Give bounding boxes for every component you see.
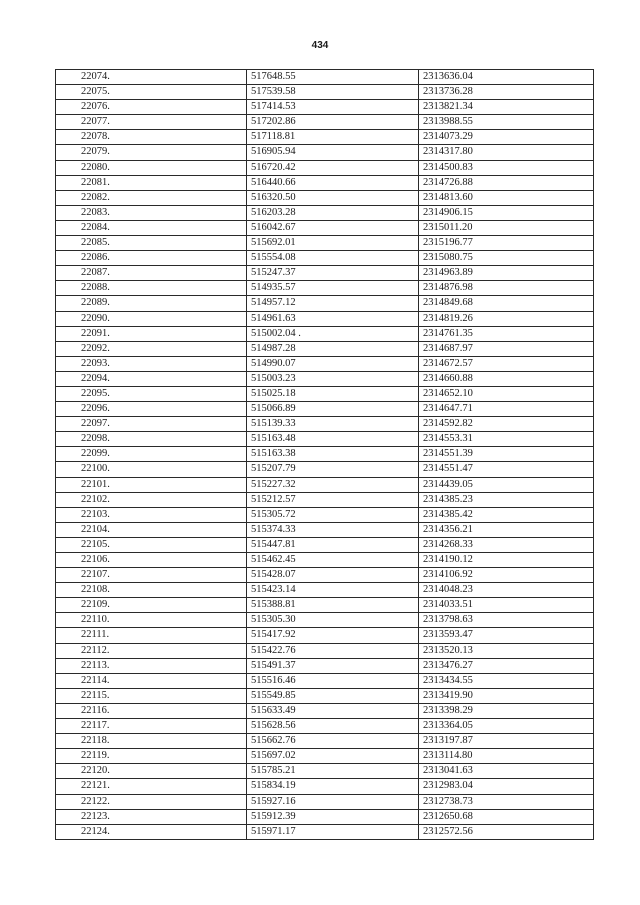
table-row — [56, 809, 594, 824]
x-coordinate-cell: 515554.08 — [247, 251, 419, 266]
point-id-cell: 22078. — [56, 130, 247, 145]
table-row — [56, 70, 594, 85]
table-row — [56, 462, 594, 477]
y-coordinate-cell: 2314761.35 — [419, 326, 594, 341]
y-coordinate-cell: 2314813.60 — [419, 190, 594, 205]
table-row — [56, 326, 594, 341]
table-row — [56, 673, 594, 688]
y-coordinate-cell: 2313520.13 — [419, 643, 594, 658]
table-row — [56, 386, 594, 401]
point-id-cell: 22090. — [56, 311, 247, 326]
table-row — [56, 175, 594, 190]
point-id-cell: 22097. — [56, 417, 247, 432]
table-row — [56, 749, 594, 764]
point-id-cell: 22116. — [56, 703, 247, 718]
table-row — [56, 794, 594, 809]
table-row — [56, 145, 594, 160]
table-row — [56, 703, 594, 718]
point-id-cell: 22101. — [56, 477, 247, 492]
x-coordinate-cell: 515227.32 — [247, 477, 419, 492]
x-coordinate-cell: 515422.76 — [247, 643, 419, 658]
x-coordinate-cell: 517648.55 — [247, 70, 419, 85]
x-coordinate-cell: 515662.76 — [247, 734, 419, 749]
y-coordinate-cell: 2314073.29 — [419, 130, 594, 145]
y-coordinate-cell: 2313197.87 — [419, 734, 594, 749]
x-coordinate-cell: 515247.37 — [247, 266, 419, 281]
point-id-cell: 22123. — [56, 809, 247, 824]
table-row — [56, 568, 594, 583]
x-coordinate-cell: 516203.28 — [247, 205, 419, 220]
y-coordinate-cell: 2314660.88 — [419, 371, 594, 386]
point-id-cell: 22121. — [56, 779, 247, 794]
page-number: 434 — [311, 40, 329, 51]
table-row — [56, 719, 594, 734]
point-id-cell: 22080. — [56, 160, 247, 175]
table-row — [56, 402, 594, 417]
point-id-cell: 22113. — [56, 658, 247, 673]
table-row — [56, 613, 594, 628]
table-row — [56, 734, 594, 749]
point-id-cell: 22088. — [56, 281, 247, 296]
y-coordinate-cell: 2313364.05 — [419, 719, 594, 734]
x-coordinate-cell: 515549.85 — [247, 688, 419, 703]
point-id-cell: 22092. — [56, 341, 247, 356]
point-id-cell: 22105. — [56, 537, 247, 552]
x-coordinate-cell: 515447.81 — [247, 537, 419, 552]
point-id-cell: 22117. — [56, 719, 247, 734]
point-id-cell: 22119. — [56, 749, 247, 764]
y-coordinate-cell: 2314819.26 — [419, 311, 594, 326]
table-row — [56, 130, 594, 145]
x-coordinate-cell: 515971.17 — [247, 824, 419, 839]
x-coordinate-cell: 515305.72 — [247, 507, 419, 522]
y-coordinate-cell: 2314551.39 — [419, 447, 594, 462]
table-row — [56, 205, 594, 220]
x-coordinate-cell: 515002.04 . — [247, 326, 419, 341]
point-id-cell: 22118. — [56, 734, 247, 749]
x-coordinate-cell: 517414.53 — [247, 100, 419, 115]
table-row — [56, 643, 594, 658]
point-id-cell: 22076. — [56, 100, 247, 115]
y-coordinate-cell: 2314672.57 — [419, 356, 594, 371]
table-row — [56, 688, 594, 703]
y-coordinate-cell: 2312572.56 — [419, 824, 594, 839]
point-id-cell: 22081. — [56, 175, 247, 190]
table-row — [56, 251, 594, 266]
table-row — [56, 432, 594, 447]
point-id-cell: 22112. — [56, 643, 247, 658]
table-row — [56, 537, 594, 552]
x-coordinate-cell: 515374.33 — [247, 522, 419, 537]
point-id-cell: 22100. — [56, 462, 247, 477]
y-coordinate-cell: 2314439.05 — [419, 477, 594, 492]
table-row — [56, 281, 594, 296]
point-id-cell: 22115. — [56, 688, 247, 703]
point-id-cell: 22099. — [56, 447, 247, 462]
y-coordinate-cell: 2314876.98 — [419, 281, 594, 296]
table-row — [56, 311, 594, 326]
table-row — [56, 764, 594, 779]
x-coordinate-cell: 515066.89 — [247, 402, 419, 417]
x-coordinate-cell: 514961.63 — [247, 311, 419, 326]
table-row — [56, 598, 594, 613]
table-row — [56, 190, 594, 205]
point-id-cell: 22094. — [56, 371, 247, 386]
table-row — [56, 507, 594, 522]
table-row — [56, 115, 594, 130]
y-coordinate-cell: 2315011.20 — [419, 220, 594, 235]
y-coordinate-cell: 2314647.71 — [419, 402, 594, 417]
point-id-cell: 22077. — [56, 115, 247, 130]
y-coordinate-cell: 2314190.12 — [419, 553, 594, 568]
x-coordinate-cell: 515912.39 — [247, 809, 419, 824]
y-coordinate-cell: 2314592.82 — [419, 417, 594, 432]
x-coordinate-cell: 515927.16 — [247, 794, 419, 809]
point-id-cell: 22086. — [56, 251, 247, 266]
y-coordinate-cell: 2314048.23 — [419, 583, 594, 598]
table-row — [56, 236, 594, 251]
y-coordinate-cell: 2313988.55 — [419, 115, 594, 130]
y-coordinate-cell: 2314687.97 — [419, 341, 594, 356]
x-coordinate-cell: 514987.28 — [247, 341, 419, 356]
point-id-cell: 22122. — [56, 794, 247, 809]
y-coordinate-cell: 2314553.31 — [419, 432, 594, 447]
point-id-cell: 22104. — [56, 522, 247, 537]
table-row — [56, 266, 594, 281]
point-id-cell: 22111. — [56, 628, 247, 643]
point-id-cell: 22098. — [56, 432, 247, 447]
x-coordinate-cell: 515163.38 — [247, 447, 419, 462]
x-coordinate-cell: 517202.86 — [247, 115, 419, 130]
x-coordinate-cell: 514990.07 — [247, 356, 419, 371]
point-id-cell: 22074. — [56, 70, 247, 85]
y-coordinate-cell: 2315196.77 — [419, 236, 594, 251]
table-row — [56, 492, 594, 507]
y-coordinate-cell: 2313419.90 — [419, 688, 594, 703]
table-row — [56, 824, 594, 839]
table-row — [56, 522, 594, 537]
point-id-cell: 22095. — [56, 386, 247, 401]
x-coordinate-cell: 515163.48 — [247, 432, 419, 447]
y-coordinate-cell: 2313821.34 — [419, 100, 594, 115]
x-coordinate-cell: 516440.66 — [247, 175, 419, 190]
x-coordinate-cell: 515516.46 — [247, 673, 419, 688]
x-coordinate-cell: 517539.58 — [247, 85, 419, 100]
x-coordinate-cell: 515692.01 — [247, 236, 419, 251]
coordinates-table — [55, 69, 594, 840]
x-coordinate-cell: 515305.30 — [247, 613, 419, 628]
point-id-cell: 22106. — [56, 553, 247, 568]
point-id-cell: 22085. — [56, 236, 247, 251]
y-coordinate-cell: 2314385.42 — [419, 507, 594, 522]
table-row — [56, 583, 594, 598]
y-coordinate-cell: 2314500.83 — [419, 160, 594, 175]
point-id-cell: 22114. — [56, 673, 247, 688]
point-id-cell: 22091. — [56, 326, 247, 341]
y-coordinate-cell: 2313736.28 — [419, 85, 594, 100]
y-coordinate-cell: 2312738.73 — [419, 794, 594, 809]
point-id-cell: 22079. — [56, 145, 247, 160]
y-coordinate-cell: 2315080.75 — [419, 251, 594, 266]
table-row — [56, 628, 594, 643]
x-coordinate-cell: 517118.81 — [247, 130, 419, 145]
coordinates-table-body — [56, 70, 594, 840]
point-id-cell: 22103. — [56, 507, 247, 522]
y-coordinate-cell: 2312983.04 — [419, 779, 594, 794]
y-coordinate-cell: 2314317.80 — [419, 145, 594, 160]
y-coordinate-cell: 2314849.68 — [419, 296, 594, 311]
y-coordinate-cell: 2313041.63 — [419, 764, 594, 779]
point-id-cell: 22084. — [56, 220, 247, 235]
point-id-cell: 22108. — [56, 583, 247, 598]
x-coordinate-cell: 515462.45 — [247, 553, 419, 568]
y-coordinate-cell: 2314726.88 — [419, 175, 594, 190]
table-row — [56, 371, 594, 386]
table-row — [56, 160, 594, 175]
point-id-cell: 22124. — [56, 824, 247, 839]
x-coordinate-cell: 515417.92 — [247, 628, 419, 643]
x-coordinate-cell: 516320.50 — [247, 190, 419, 205]
point-id-cell: 22102. — [56, 492, 247, 507]
y-coordinate-cell: 2314551.47 — [419, 462, 594, 477]
y-coordinate-cell: 2314268.33 — [419, 537, 594, 552]
y-coordinate-cell: 2314033.51 — [419, 598, 594, 613]
point-id-cell: 22096. — [56, 402, 247, 417]
x-coordinate-cell: 515207.79 — [247, 462, 419, 477]
x-coordinate-cell: 515212.57 — [247, 492, 419, 507]
y-coordinate-cell: 2312650.68 — [419, 809, 594, 824]
point-id-cell: 22083. — [56, 205, 247, 220]
table-row — [56, 553, 594, 568]
point-id-cell: 22110. — [56, 613, 247, 628]
x-coordinate-cell: 515003.23 — [247, 371, 419, 386]
y-coordinate-cell: 2314906.15 — [419, 205, 594, 220]
x-coordinate-cell: 515139.33 — [247, 417, 419, 432]
table-row — [56, 417, 594, 432]
x-coordinate-cell: 515633.49 — [247, 703, 419, 718]
y-coordinate-cell: 2313476.27 — [419, 658, 594, 673]
point-id-cell: 22120. — [56, 764, 247, 779]
x-coordinate-cell: 515491.37 — [247, 658, 419, 673]
y-coordinate-cell: 2314106.92 — [419, 568, 594, 583]
point-id-cell: 22093. — [56, 356, 247, 371]
y-coordinate-cell: 2313636.04 — [419, 70, 594, 85]
y-coordinate-cell: 2314356.21 — [419, 522, 594, 537]
x-coordinate-cell: 514935.57 — [247, 281, 419, 296]
point-id-cell: 22109. — [56, 598, 247, 613]
point-id-cell: 22087. — [56, 266, 247, 281]
x-coordinate-cell: 515423.14 — [247, 583, 419, 598]
table-row — [56, 85, 594, 100]
x-coordinate-cell: 515388.81 — [247, 598, 419, 613]
y-coordinate-cell: 2314652.10 — [419, 386, 594, 401]
table-row — [56, 477, 594, 492]
y-coordinate-cell: 2314963.89 — [419, 266, 594, 281]
table-row — [56, 658, 594, 673]
y-coordinate-cell: 2313398.29 — [419, 703, 594, 718]
x-coordinate-cell: 516042.67 — [247, 220, 419, 235]
table-row — [56, 341, 594, 356]
x-coordinate-cell: 515697.02 — [247, 749, 419, 764]
table-row — [56, 220, 594, 235]
point-id-cell: 22089. — [56, 296, 247, 311]
x-coordinate-cell: 514957.12 — [247, 296, 419, 311]
point-id-cell: 22107. — [56, 568, 247, 583]
point-id-cell: 22075. — [56, 85, 247, 100]
y-coordinate-cell: 2313798.63 — [419, 613, 594, 628]
point-id-cell: 22082. — [56, 190, 247, 205]
y-coordinate-cell: 2313593.47 — [419, 628, 594, 643]
table-row — [56, 296, 594, 311]
x-coordinate-cell: 515628.56 — [247, 719, 419, 734]
y-coordinate-cell: 2313114.80 — [419, 749, 594, 764]
x-coordinate-cell: 515025.18 — [247, 386, 419, 401]
x-coordinate-cell: 515428.07 — [247, 568, 419, 583]
table-row — [56, 356, 594, 371]
table-row — [56, 779, 594, 794]
y-coordinate-cell: 2314385.23 — [419, 492, 594, 507]
x-coordinate-cell: 516905.94 — [247, 145, 419, 160]
x-coordinate-cell: 515785.21 — [247, 764, 419, 779]
table-row — [56, 447, 594, 462]
x-coordinate-cell: 515834.19 — [247, 779, 419, 794]
y-coordinate-cell: 2313434.55 — [419, 673, 594, 688]
table-row — [56, 100, 594, 115]
x-coordinate-cell: 516720.42 — [247, 160, 419, 175]
